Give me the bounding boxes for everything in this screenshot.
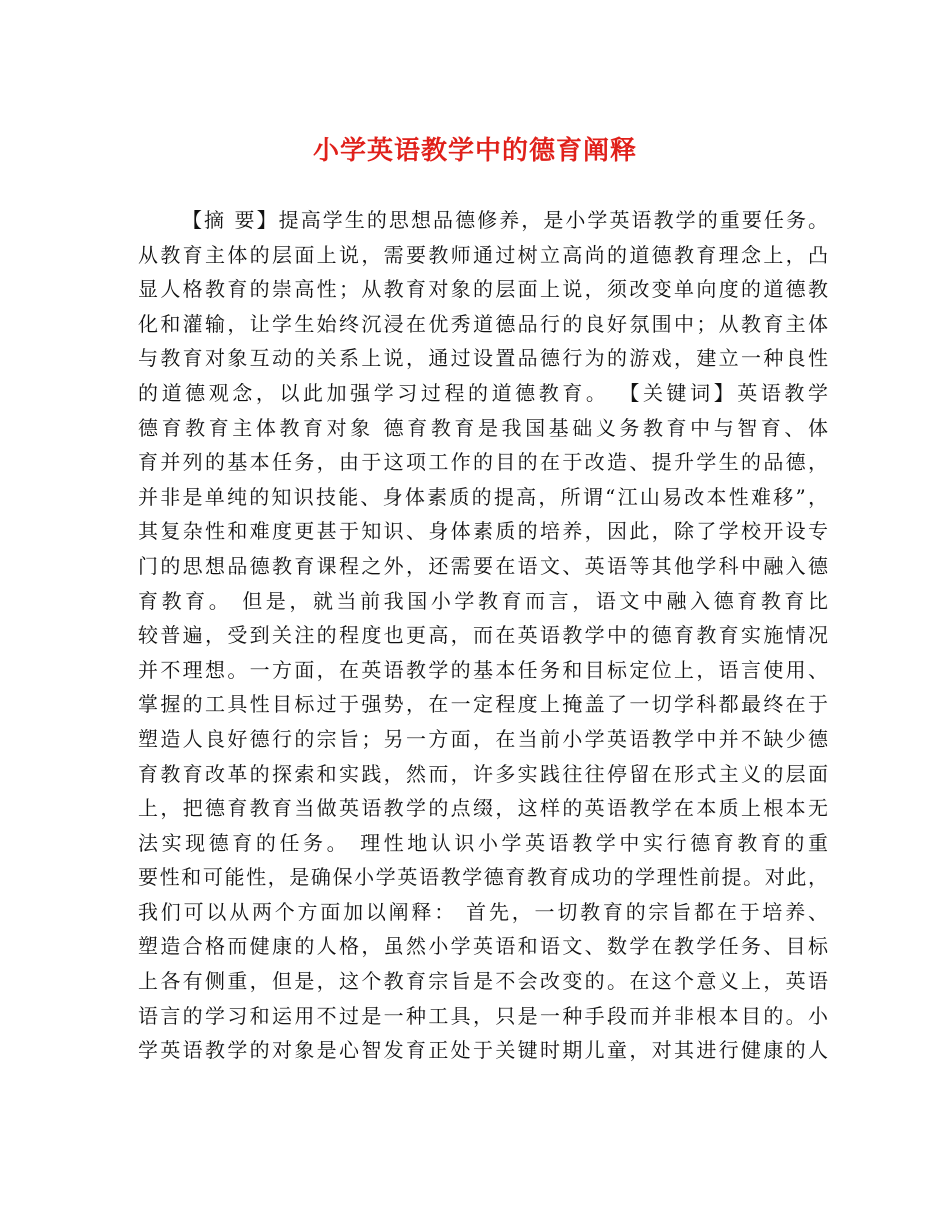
body-line: 并非是单纯的知识技能、身体素质的提高，所谓“江山易改本性难移”，: [138, 484, 828, 509]
body-line: 学英语教学的对象是心智发育正处于关键时期儿童，对其进行健康的人: [138, 1038, 828, 1063]
body-line: 化和灌输，让学生始终沉浸在优秀道德品行的良好氛围中；从教育主体: [138, 311, 828, 336]
document-title: 小学英语教学中的德育阐释: [312, 136, 637, 166]
body-line: 与教育对象互动的关系上说，通过设置品德行为的游戏，建立一种良性: [138, 346, 828, 371]
document-body: [138, 203, 828, 1068]
body-line: 塑造合格而健康的人格，虽然小学英语和语文、数学在教学任务、目标: [138, 934, 828, 959]
body-line: 显人格教育的崇高性；从教育对象的层面上说，须改变单向度的道德教: [138, 277, 828, 302]
body-line: 上，把德育教育当做英语教学的点缀，这样的英语教学在本质上根本无: [138, 796, 828, 821]
body-line: 门的思想品德教育课程之外，还需要在语文、英语等其他学科中融入德: [138, 553, 828, 578]
body-line: 育教育。 但是，就当前我国小学教育而言，语文中融入德育教育比: [138, 588, 828, 613]
body-line: 要性和可能性，是确保小学英语教学德育教育成功的学理性前提。对此，: [138, 865, 828, 890]
body-line: 从教育主体的层面上说，需要教师通过树立高尚的道德教育理念上，凸: [138, 242, 828, 267]
body-line: 育教育改革的探索和实践，然而，许多实践往往停留在形式主义的层面: [138, 761, 828, 786]
body-line: 我们可以从两个方面加以阐释： 首先，一切教育的宗旨都在于培养、: [138, 899, 828, 924]
body-line: 德育教育主体教育对象 德育教育是我国基础义务教育中与智育、体: [138, 415, 828, 440]
body-line: 较普遍，受到关注的程度也更高，而在英语教学中的德育教育实施情况: [138, 623, 828, 648]
body-line: 其复杂性和难度更甚于知识、身体素质的培养，因此，除了学校开设专: [138, 519, 828, 544]
body-line: 塑造人良好德行的宗旨；另一方面，在当前小学英语教学中并不缺少德: [138, 726, 828, 751]
body-line: 上各有侧重，但是，这个教育宗旨是不会改变的。在这个意义上，英语: [138, 969, 828, 994]
body-line: 法实现德育的任务。 理性地认识小学英语教学中实行德育教育的重: [138, 830, 828, 855]
body-line: 掌握的工具性目标过于强势，在一定程度上掩盖了一切学科都最终在于: [138, 692, 828, 717]
body-line: 并不理想。一方面，在英语教学的基本任务和目标定位上，语言使用、: [138, 657, 828, 682]
body-line: 【摘 要】提高学生的思想品德修养，是小学英语教学的重要任务。: [182, 208, 828, 232]
body-line: 育并列的基本任务，由于这项工作的目的在于改造、提升学生的品德，: [138, 450, 828, 475]
body-line: 语言的学习和运用不过是一种工具，只是一种手段而并非根本目的。小: [138, 1003, 828, 1028]
body-line: 的道德观念，以此加强学习过程的道德教育。 【关键词】英语教学: [138, 380, 828, 405]
